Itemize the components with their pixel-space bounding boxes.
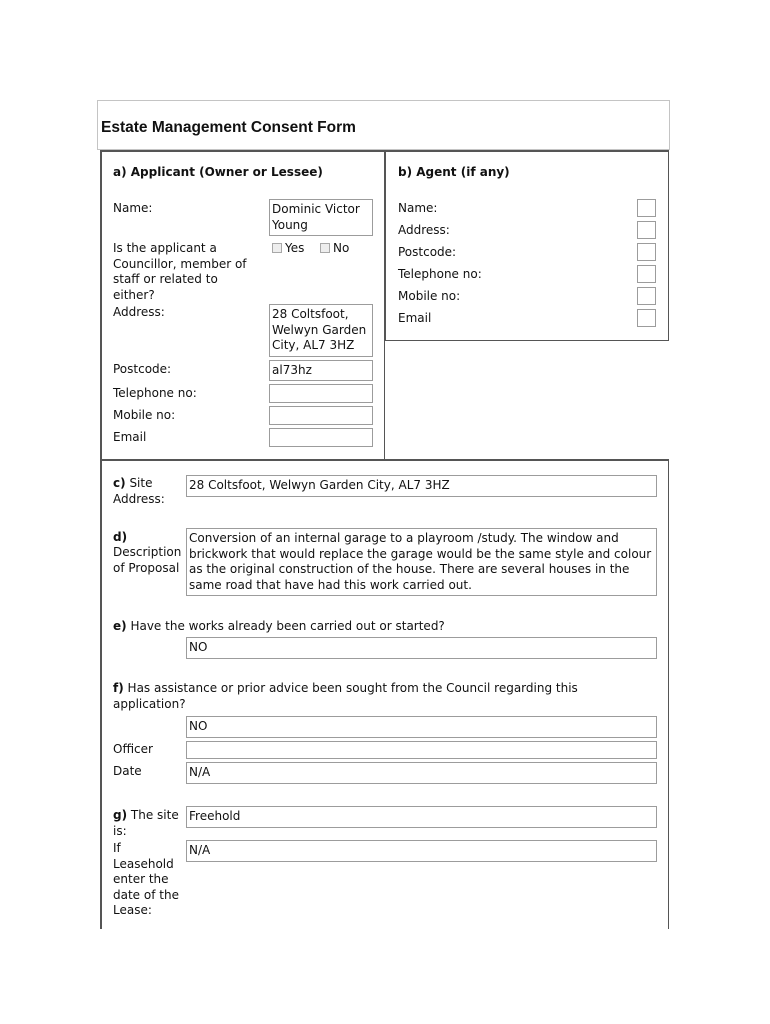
agent-postcode-label: Postcode: [398, 245, 457, 259]
prior-advice-question [113, 681, 603, 712]
applicant-mobile-field[interactable] [269, 406, 373, 425]
officer-label: Officer [113, 742, 153, 756]
site-tenure-letter: g) [113, 808, 128, 822]
applicant-name-field[interactable]: Dominic Victor Young [269, 199, 373, 236]
date-field[interactable]: N/A [186, 762, 657, 784]
applicant-name-label: Name: [113, 201, 153, 215]
date-label: Date [113, 764, 142, 778]
lease-date-field[interactable]: N/A [186, 840, 657, 862]
section-b-heading: b) Agent (if any) [398, 165, 510, 179]
lease-date-label: If Leasehold enter the date of the Lease: [113, 841, 179, 917]
agent-mobile-field[interactable] [637, 287, 656, 305]
agent-name-field[interactable] [637, 199, 656, 217]
site-address-field[interactable]: 28 Coltsfoot, Welwyn Garden City, AL7 3HZ [186, 475, 657, 497]
works-started-letter: e) [113, 619, 127, 633]
applicant-telephone-field[interactable] [269, 384, 373, 403]
yes-label: Yes [285, 241, 305, 255]
no-checkbox[interactable] [320, 243, 330, 253]
agent-mobile-label: Mobile no: [398, 289, 461, 303]
applicant-postcode-field[interactable]: al73hz [269, 360, 373, 381]
agent-telephone-label: Telephone no: [398, 267, 482, 281]
description-field[interactable]: Conversion of an internal garage to a playroom /study. The window and brickwork that would replace the garage would be the same style and colour as the original construction of the house. There are several houses in the same road that have had this work carried out. [186, 528, 657, 596]
agent-email-label: Email [398, 311, 432, 325]
works-started-question [113, 619, 445, 635]
applicant-address-field[interactable]: 28 Coltsfoot, Welwyn Garden City, AL7 3HZ [269, 304, 373, 357]
applicant-address-label: Address: [113, 305, 165, 319]
councillor-yes-option[interactable] [272, 241, 349, 257]
agent-telephone-field[interactable] [637, 265, 656, 283]
description-label-line2: Description [113, 545, 182, 559]
site-address-letter: c) [113, 476, 126, 490]
prior-advice-letter: f) [113, 681, 124, 695]
agent-email-field[interactable] [637, 309, 656, 327]
councillor-question-label: Is the applicant a Councillor, member of staff or related to either? [113, 241, 247, 302]
agent-address-label: Address: [398, 223, 450, 237]
site-address-label-line2: Address: [113, 492, 165, 506]
site-address-label-text: Site [129, 476, 153, 490]
yes-checkbox[interactable] [272, 243, 282, 253]
description-letter: d) [113, 530, 128, 544]
applicant-telephone-label: Telephone no: [113, 386, 197, 400]
section-b-agent [385, 150, 669, 341]
site-tenure-label [113, 808, 185, 839]
section-a-applicant [100, 150, 385, 460]
site-tenure-field[interactable]: Freehold [186, 806, 657, 828]
agent-name-label: Name: [398, 201, 438, 215]
applicant-mobile-label: Mobile no: [113, 408, 176, 422]
agent-address-field[interactable] [637, 221, 656, 239]
applicant-postcode-label: Postcode: [113, 362, 172, 376]
officer-field[interactable] [186, 741, 657, 759]
site-address-label [113, 476, 152, 492]
works-started-field[interactable]: NO [186, 637, 657, 659]
description-label-line3: of Proposal [113, 561, 180, 575]
works-started-text: Have the works already been carried out or started? [130, 619, 445, 633]
prior-advice-field[interactable]: NO [186, 716, 657, 738]
form-title-box [97, 100, 670, 150]
section-site-details [100, 459, 669, 929]
form-title: Estate Management Consent Form [101, 119, 356, 136]
section-a-heading: a) Applicant (Owner or Lessee) [113, 165, 323, 179]
applicant-email-field[interactable] [269, 428, 373, 447]
site-tenure-text: The site is: [113, 808, 179, 838]
applicant-email-label: Email [113, 430, 147, 444]
no-label: No [333, 241, 350, 255]
agent-postcode-field[interactable] [637, 243, 656, 261]
prior-advice-text: Has assistance or prior advice been sought from the Council regarding this application? [113, 681, 578, 711]
